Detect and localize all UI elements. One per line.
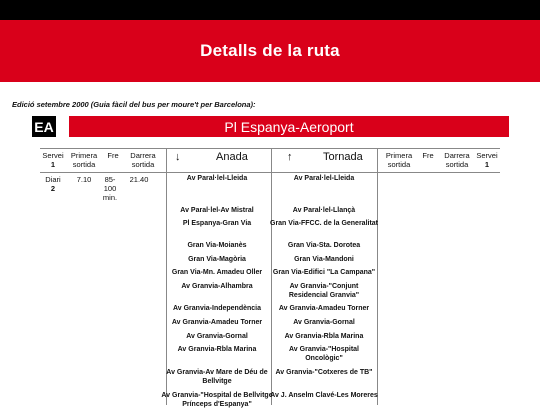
last-departure: 21.40: [129, 175, 149, 184]
anada-stop: Av Granvia-Gornal: [186, 333, 248, 340]
anada-stop: Gran Via-Moianès: [187, 242, 247, 249]
header-banner: [0, 20, 540, 82]
header-tornada: Tornada: [323, 151, 363, 163]
anada-stop: Av Granvia-"Hospital de Bellvitge Prínceps d'Espanya": [161, 392, 273, 408]
route-name: Pl Espanya-Aeroport: [224, 118, 354, 135]
header-right-freq: Fre: [422, 151, 434, 160]
anada-stop: Av Granvia-Independència: [172, 305, 262, 312]
header-primera-sortida: Primera sortida: [70, 151, 98, 169]
top-bar: [0, 0, 540, 20]
header-right-primera-sortida: Primera sortida: [385, 151, 413, 169]
page-title: Detalls de la ruta: [200, 41, 340, 60]
tornada-stop: Av Paral·lel-Lleida: [293, 175, 355, 182]
table-header-rule: [40, 172, 500, 173]
table-top-rule: [40, 148, 500, 149]
tornada-stop: Av Granvia-Gornal: [293, 319, 355, 326]
tornada-stop: Av Granvia-"Conjunt Residencial Granvia": [288, 283, 360, 299]
tornada-stop: Av J. Anselm Clavé-Les Moreres: [270, 392, 378, 399]
anada-stop: Pl Espanya-Gran Via: [182, 220, 252, 227]
anada-stop: Av Granvia-Alhambra: [181, 283, 253, 290]
first-departure: 7.10: [76, 175, 92, 184]
service-label: Diari 2: [45, 175, 61, 193]
header-right-darrera-sortida: Darrera sortida: [444, 151, 470, 169]
header-servei: Servei 1: [42, 151, 64, 169]
tornada-stop: Av Granvia-Amadeu Torner: [278, 305, 370, 312]
header-freq: Fre: [107, 151, 119, 160]
tornada-stop: Gran Via-Mandoni: [294, 256, 354, 263]
arrow-up-icon: ↑: [287, 151, 293, 163]
anada-stop: Av Paral·lel-Av Mistral: [180, 207, 254, 214]
tornada-stop: Av Granvia-"Cotxeres de TB": [275, 369, 373, 376]
tornada-stop: Gran Via-Edifici "La Campana": [272, 269, 376, 276]
tornada-stop: Gran Via-Sta. Dorotea: [287, 242, 361, 249]
anada-stop: Gran Via-Mn. Amadeu Oller: [171, 269, 263, 276]
arrow-down-icon: ↓: [175, 151, 181, 163]
anada-stop: Av Paral·lel-Lleida: [186, 175, 248, 182]
header-anada: Anada: [216, 151, 248, 163]
frequency: 85- 100 min.: [102, 175, 118, 202]
tornada-stop: Av Granvia-"Hospital Oncològic": [289, 346, 359, 362]
tornada-stop: Av Granvia-Rbla Marina: [284, 333, 364, 340]
tornada-stop: Av Paral·lel-Llançà: [292, 207, 356, 214]
tornada-stop: Gran Via-FFCC. de la Generalitat: [270, 220, 379, 227]
header-darrera-sortida: Darrera sortida: [130, 151, 156, 169]
header-right-servei: Servei 1: [476, 151, 498, 169]
anada-stop: Av Granvia-Amadeu Torner: [171, 319, 263, 326]
anada-stop: Av Granvia-Rbla Marina: [177, 346, 257, 353]
anada-stop: Av Granvia-Av Mare de Déu de Bellvitge: [166, 369, 268, 385]
route-code-badge: EA: [32, 116, 56, 137]
edition-note: Edició setembre 2000 (Guia fàcil del bus per moure't per Barcelona):: [12, 100, 256, 109]
route-name-bar: [69, 116, 509, 137]
anada-stop: Gran Via-Magòria: [188, 256, 246, 263]
